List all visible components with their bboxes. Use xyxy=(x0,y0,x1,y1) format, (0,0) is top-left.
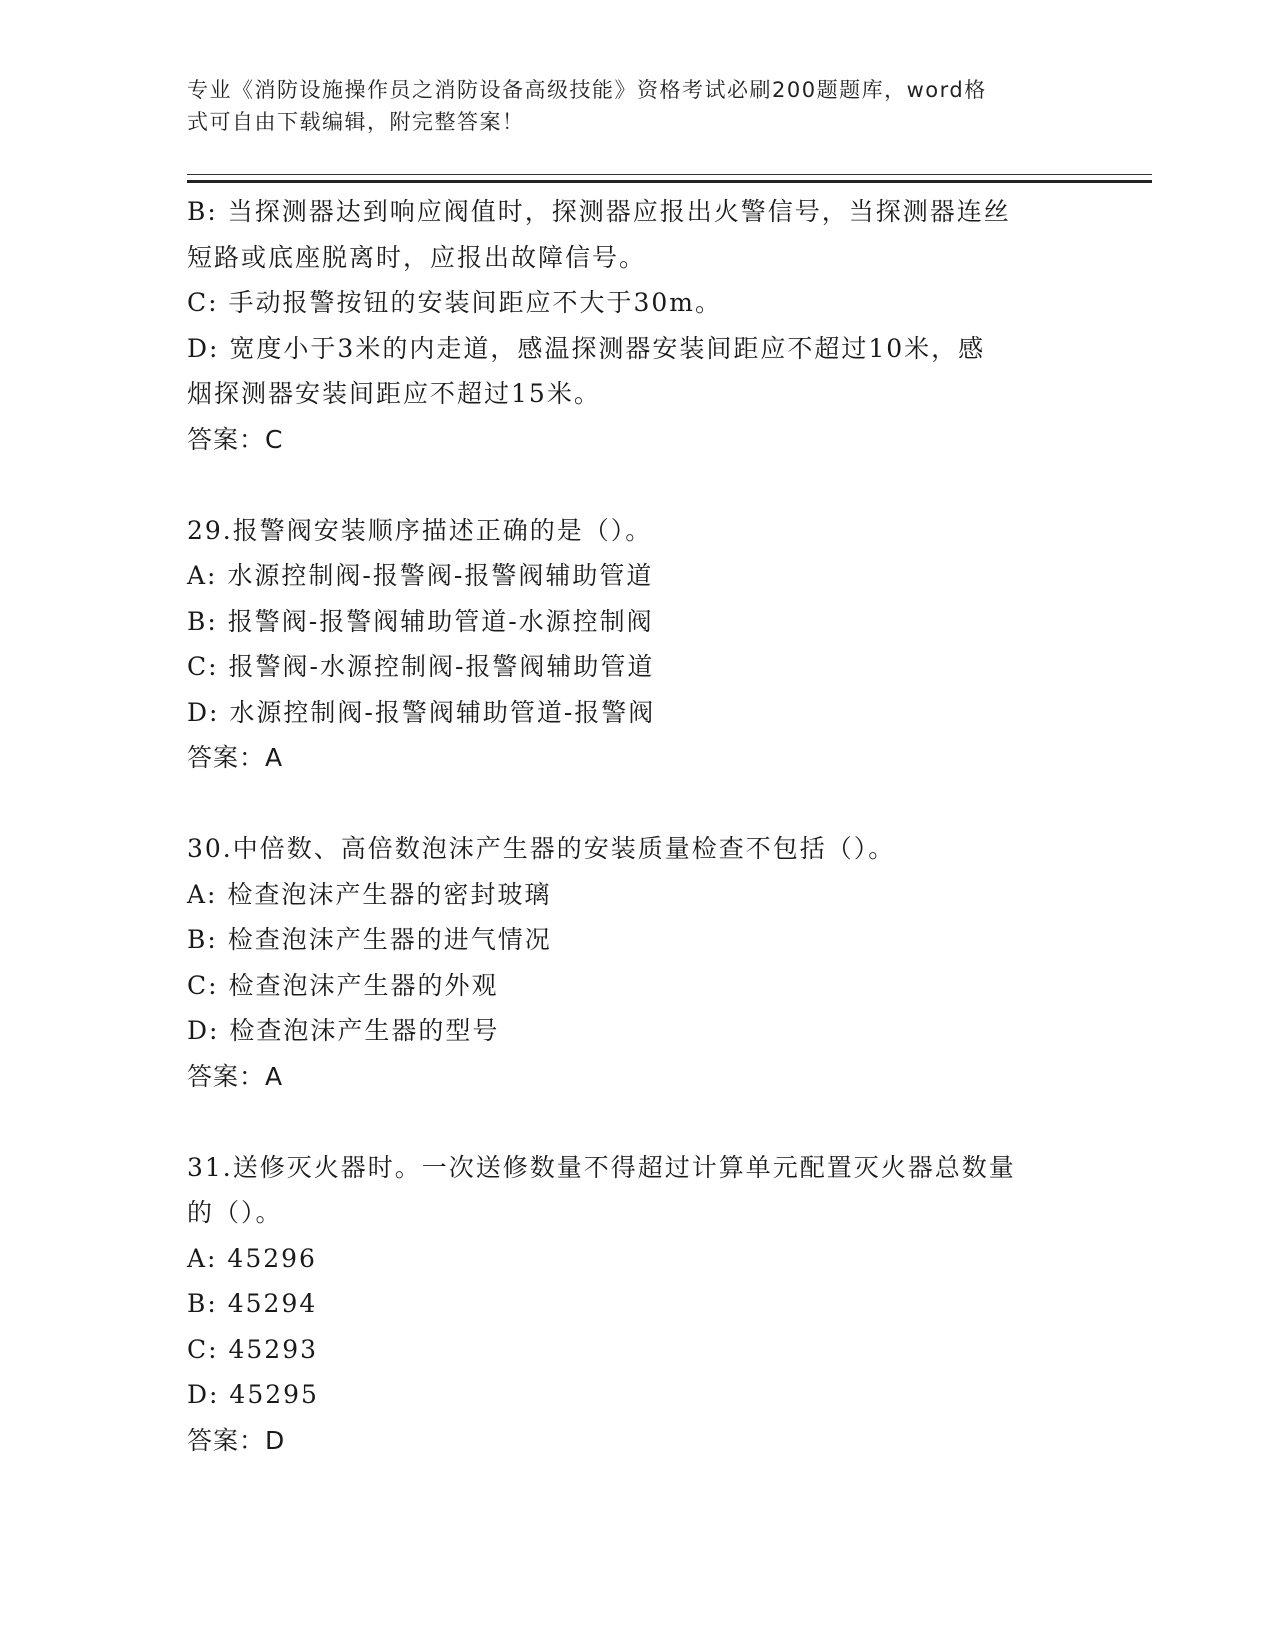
question-31-block xyxy=(187,1145,1087,1464)
option-b: B: 检查泡沫产生器的进气情况 xyxy=(187,925,552,954)
option-d: D: 45295 xyxy=(187,1380,319,1409)
question-30-block xyxy=(187,826,1087,1099)
spacer xyxy=(187,1099,1087,1145)
header-divider-thin xyxy=(187,174,1152,175)
spacer xyxy=(187,781,1087,827)
question-content xyxy=(187,189,1087,1463)
option-d-line-2: 烟探测器安装间距应不超过15米。 xyxy=(187,379,601,408)
option-c: C: 手动报警按钮的安装间距应不大于30m。 xyxy=(187,288,723,317)
document-header xyxy=(187,74,1067,138)
option-d: D: 检查泡沫产生器的型号 xyxy=(187,1016,500,1045)
option-b: B: 45294 xyxy=(187,1289,318,1318)
option-a: A: 检查泡沫产生器的密封玻璃 xyxy=(187,879,552,909)
option-a: A: 水源控制阀-报警阀-报警阀辅助管道 xyxy=(187,561,654,590)
header-line-2: 式可自由下载编辑，附完整答案！ xyxy=(187,110,525,134)
answer-label: 答案：C xyxy=(187,424,284,454)
option-c: C: 检查泡沫产生器的外观 xyxy=(187,970,499,1000)
question-stem-line-2: 的（）。 xyxy=(187,1198,283,1227)
option-a: A: 45296 xyxy=(187,1243,317,1273)
option-c: C: 45293 xyxy=(187,1334,319,1364)
header-line-1: 专业《消防设施操作员之消防设备高级技能》资格考试必刷200题题库，word格 xyxy=(187,78,987,102)
question-stem: 29.报警阀安装顺序描述正确的是（）。 xyxy=(187,515,653,545)
option-d-line-1: D: 宽度小于3米的内走道，感温探测器安装间距应不超过10米，感 xyxy=(187,333,986,363)
option-b-line-2: 短路或底座脱离时，应报出故障信号。 xyxy=(187,242,647,272)
option-c: C: 报警阀-水源控制阀-报警阀辅助管道 xyxy=(187,652,655,681)
option-b: B: 报警阀-报警阀辅助管道-水源控制阀 xyxy=(187,606,654,636)
question-29-block xyxy=(187,508,1087,781)
answer-label: 答案：A xyxy=(187,1061,284,1091)
header-divider-thick xyxy=(187,180,1152,183)
answer-label: 答案：D xyxy=(187,1425,286,1455)
question-stem: 30.中倍数、高倍数泡沫产生器的安装质量检查不包括（）。 xyxy=(187,834,896,863)
question-stem-line-1: 31.送修灭火器时。一次送修数量不得超过计算单元配置灭火器总数量 xyxy=(187,1152,1016,1182)
option-b-line-1: B: 当探测器达到响应阀值时，探测器应报出火警信号，当探测器连丝 xyxy=(187,197,1011,226)
prev-question-block xyxy=(187,189,1087,462)
answer-label: 答案：A xyxy=(187,743,284,772)
option-d: D: 水源控制阀-报警阀辅助管道-报警阀 xyxy=(187,697,656,727)
spacer xyxy=(187,462,1087,508)
